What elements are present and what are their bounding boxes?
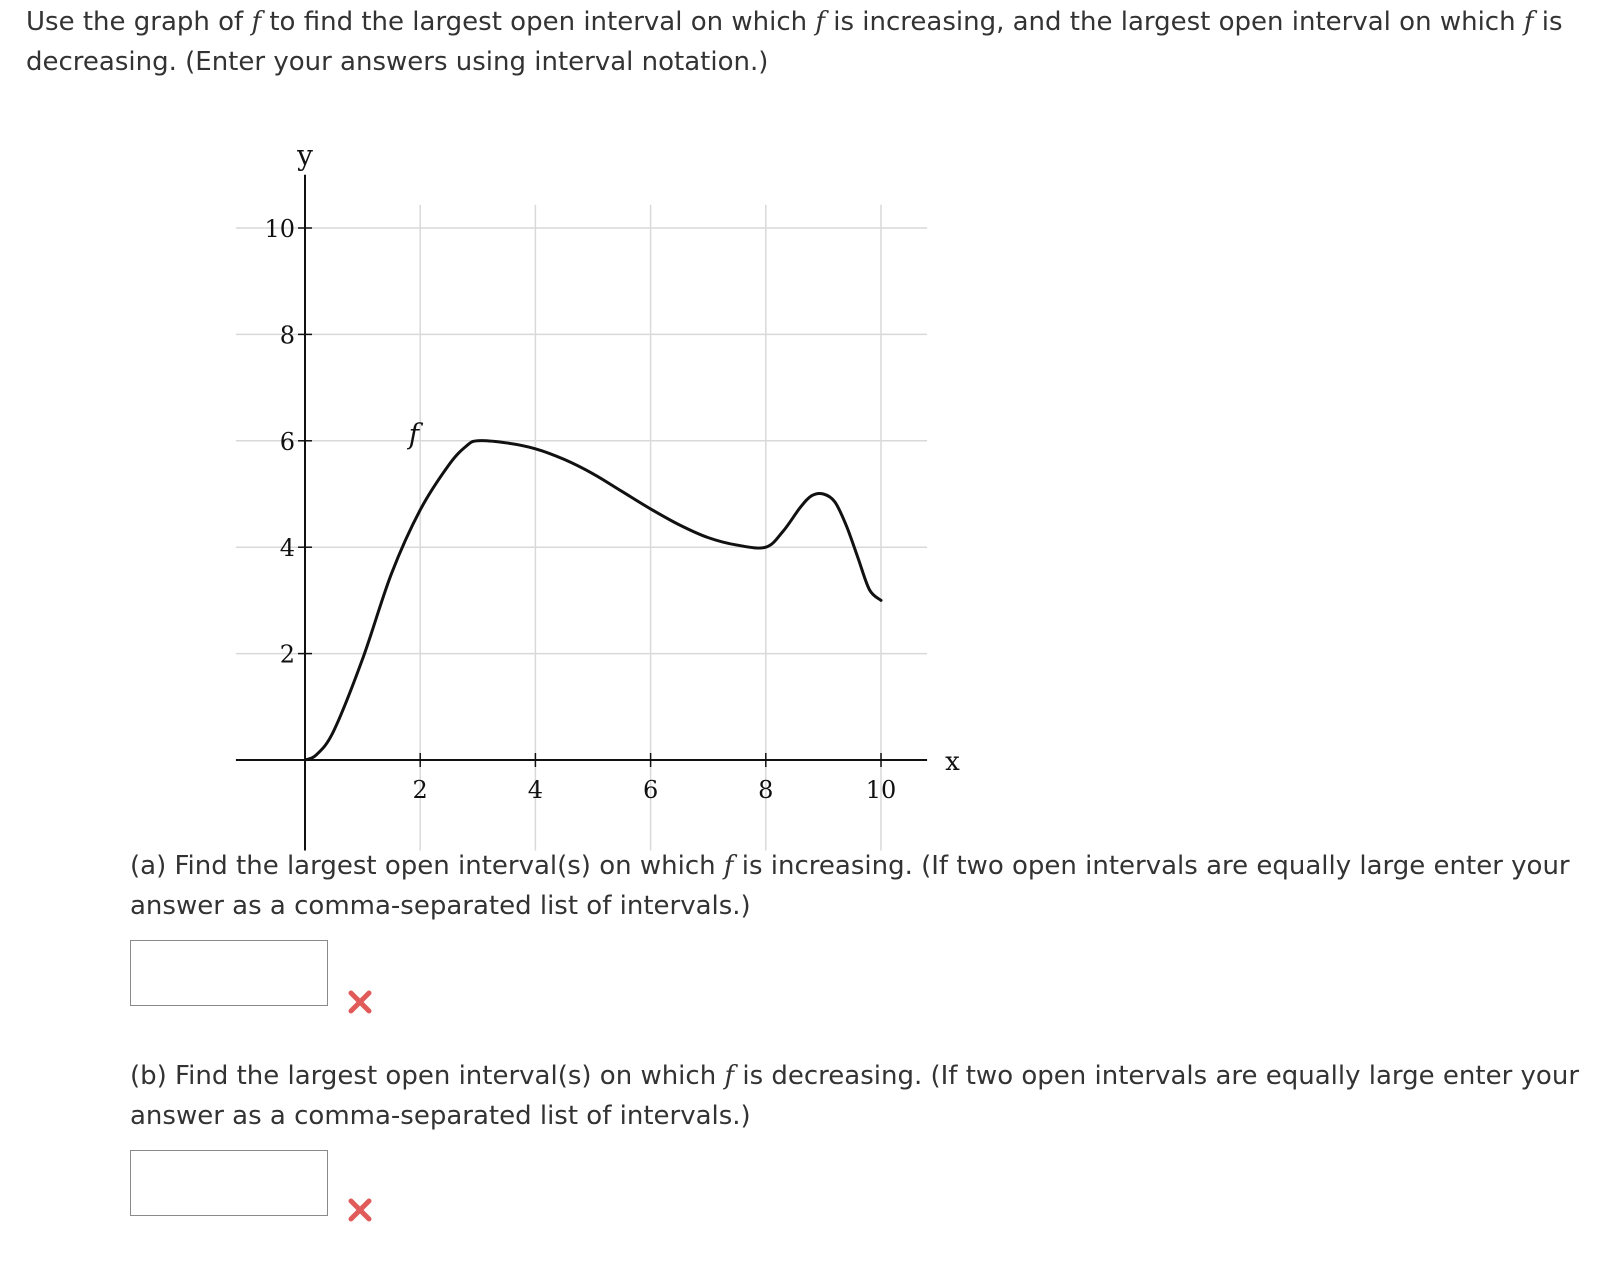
curve-label-f: f: [408, 417, 420, 451]
y-tick-label: 2: [279, 640, 295, 669]
y-axis-label: y: [297, 138, 313, 172]
f-symbol: f: [724, 1061, 735, 1091]
f-symbol: f: [723, 851, 734, 881]
f-symbol: f: [251, 7, 262, 37]
y-tick-label: 10: [264, 215, 295, 243]
part-a-question: (a) Find the largest open interval(s) on which f is increasing. (If two open intervals are equally large enter your answer as a comma-separated list of intervals.): [130, 851, 1570, 921]
x-mark-icon: [346, 988, 374, 1016]
f-symbol: f: [1523, 7, 1534, 37]
y-tick-label: 6: [279, 427, 295, 456]
x-tick-label: 2: [412, 776, 428, 804]
x-mark-icon: [346, 1196, 374, 1224]
x-axis-label: x: [945, 747, 960, 777]
part-b-answer-input[interactable]: [130, 1150, 328, 1216]
curve-f: [305, 441, 881, 760]
axes: [236, 175, 927, 851]
part-b: [130, 1056, 1610, 1136]
x-tick-label: 6: [642, 776, 659, 804]
y-tick-label: 4: [279, 534, 295, 563]
y-tick-label: 8: [279, 321, 295, 350]
grid-lines: [236, 205, 927, 851]
x-tick-label: 8: [758, 776, 774, 804]
part-a: [130, 846, 1610, 926]
f-symbol: f: [815, 7, 825, 37]
part-a-answer-input[interactable]: [130, 940, 328, 1006]
x-tick-label: 10: [865, 776, 897, 804]
part-b-question: (b) Find the largest open interval(s) on which f is decreasing. (If two open intervals are equally large enter your answer as a comma-separated list of intervals.): [130, 1061, 1580, 1131]
x-tick-label: 4: [527, 776, 544, 804]
question-text: Use the graph of f to find the largest open interval on which f is increasing, and the largest open interval on which f is decreasing. (Enter your answers using interval notation.): [26, 7, 1563, 77]
